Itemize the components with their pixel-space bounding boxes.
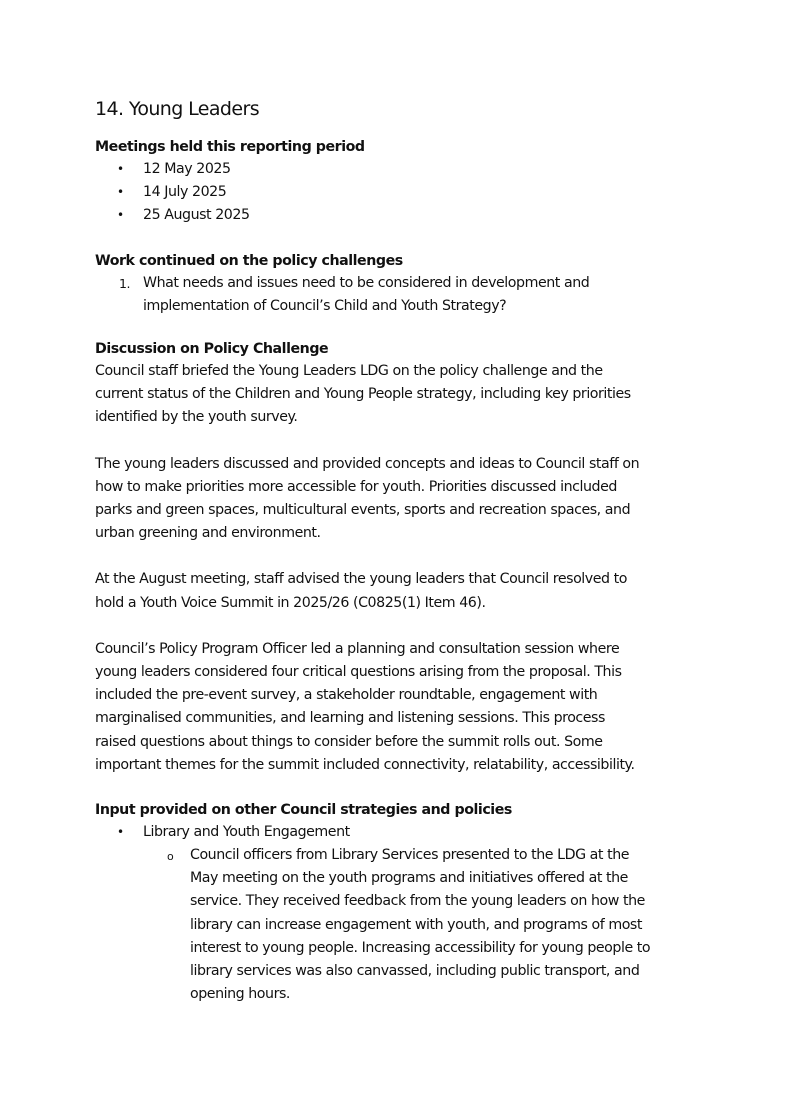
list-item: • 14 July 2025 [95, 181, 705, 204]
policy-challenges-list [95, 272, 705, 318]
meetings-heading: Meetings held this reporting period [95, 139, 365, 155]
bullet-icon: • [117, 825, 124, 840]
document-page [95, 96, 705, 1006]
bullet-icon: • [117, 185, 124, 199]
paragraph: At the August meeting, staff advised the young leaders that Council resolved to hold a Youth Voice Summit in 2025/26 (C0825(1) Item 46). [95, 571, 627, 611]
input-heading: Input provided on other Council strategies and policies [95, 802, 512, 819]
list-item: • 12 May 2025 [95, 158, 705, 181]
list-item: • 25 August 2025 [95, 204, 705, 227]
list-item: 1. What needs and issues need to be considered in development and implementation of Council’s Child and Youth Strategy? [95, 272, 705, 318]
bullet-icon: • [117, 162, 124, 176]
bullet-icon: • [117, 208, 124, 222]
meeting-dates-list [95, 158, 705, 227]
input-list [95, 821, 705, 844]
sub-list-item: o Council officers from Library Services presented to the LDG at the May meeting on the youth programs and initiatives offered at the service. They received feedback from the young leaders on how the library can increase engagement with youth, and programs of most interest to young people. Increasing accessibility for young people to library services was also canvassed, including public transport, and opening hours. [167, 847, 651, 1003]
paragraph: Council staff briefed the Young Leaders LDG on the policy challenge and the current status of the Children and Young People strategy, including key priorities identified by the youth survey. [95, 363, 631, 426]
paragraph: Council’s Policy Program Officer led a planning and consultation session where young leaders considered four critical questions arising from the proposal. This included the pre-event survey, a stakeholder roundtable, engagement with marginalised communities, and learning and listening sessions. This process raised questions about things to consider before the summit rolls out. Some important themes for the summit included connectivity, relatability, accessibility. [95, 640, 635, 773]
circle-bullet-icon: o [167, 850, 174, 864]
paragraph: The young leaders discussed and provided concepts and ideas to Council staff on how to make priorities more accessible for youth. Priorities discussed included parks and green spaces, multicultural events, sports and recreation spaces, and urban greening and environment. [95, 455, 640, 542]
list-number: 1. [119, 276, 131, 291]
section-title: 14. Young Leaders [95, 98, 259, 120]
list-item: • Library and Youth Engagement [95, 821, 705, 844]
policy-challenges-heading: Work continued on the policy challenges [95, 253, 403, 269]
discussion-heading: Discussion on Policy Challenge [95, 341, 329, 357]
